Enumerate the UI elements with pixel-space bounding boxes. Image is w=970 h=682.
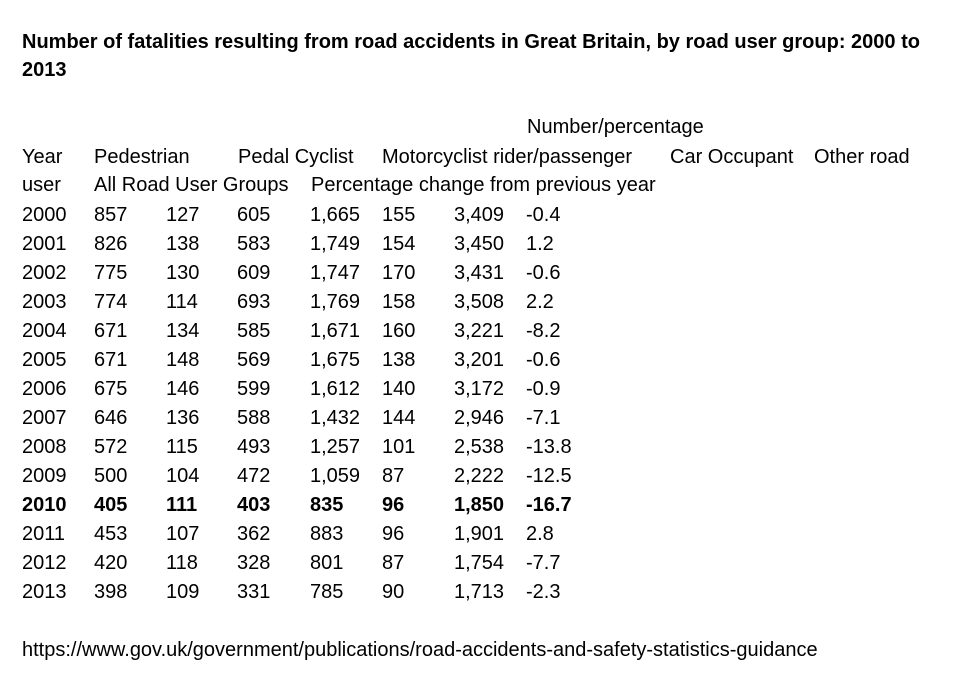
header-year: Year <box>22 146 63 168</box>
cell-year: 2012 <box>22 552 67 574</box>
cell-motorcyclist: 583 <box>237 233 271 255</box>
cell-car-occupant: 801 <box>310 552 344 574</box>
cell-pedal-cyclist: 127 <box>166 204 200 226</box>
cell-percentage-change: -7.1 <box>526 407 561 429</box>
cell-pedestrian: 420 <box>94 552 128 574</box>
cell-motorcyclist: 605 <box>237 204 271 226</box>
header-pedal-cyclist: Pedal Cyclist <box>238 146 354 168</box>
cell-other-road-user: 96 <box>382 494 405 516</box>
cell-all-road-users: 3,221 <box>454 320 505 342</box>
header-user: user <box>22 174 61 196</box>
cell-motorcyclist: 328 <box>237 552 271 574</box>
cell-pedal-cyclist: 111 <box>166 494 198 516</box>
cell-year: 2003 <box>22 291 67 313</box>
cell-all-road-users: 1,713 <box>454 581 505 603</box>
cell-other-road-user: 160 <box>382 320 416 342</box>
cell-car-occupant: 785 <box>310 581 344 603</box>
cell-year: 2008 <box>22 436 67 458</box>
cell-car-occupant: 1,432 <box>310 407 361 429</box>
source-url: https://www.gov.uk/government/publications/road-accidents-and-safety-statistics-guidance <box>22 639 818 661</box>
cell-motorcyclist: 599 <box>237 378 271 400</box>
cell-car-occupant: 1,671 <box>310 320 361 342</box>
header-all-road-user-groups: All Road User Groups <box>94 174 289 196</box>
cell-other-road-user: 140 <box>382 378 416 400</box>
cell-motorcyclist: 585 <box>237 320 271 342</box>
cell-year: 2007 <box>22 407 67 429</box>
cell-year: 2004 <box>22 320 67 342</box>
cell-motorcyclist: 493 <box>237 436 271 458</box>
cell-percentage-change: -16.7 <box>526 494 572 516</box>
cell-motorcyclist: 693 <box>237 291 271 313</box>
table-row <box>0 376 970 405</box>
cell-percentage-change: -7.7 <box>526 552 561 574</box>
cell-car-occupant: 835 <box>310 494 344 516</box>
cell-pedal-cyclist: 114 <box>166 291 198 313</box>
table-row <box>0 492 970 521</box>
cell-pedestrian: 572 <box>94 436 128 458</box>
cell-car-occupant: 1,665 <box>310 204 361 226</box>
cell-motorcyclist: 362 <box>237 523 271 545</box>
cell-year: 2011 <box>22 523 66 545</box>
cell-all-road-users: 3,409 <box>454 204 505 226</box>
cell-all-road-users: 1,754 <box>454 552 505 574</box>
cell-car-occupant: 1,059 <box>310 465 361 487</box>
cell-pedestrian: 671 <box>94 349 128 371</box>
table-row <box>0 202 970 231</box>
cell-pedestrian: 671 <box>94 320 128 342</box>
cell-pedal-cyclist: 136 <box>166 407 200 429</box>
cell-motorcyclist: 331 <box>237 581 271 603</box>
header-motorcyclist: Motorcyclist rider/passenger <box>382 146 633 168</box>
header-percentage-change: Percentage change from previous year <box>311 174 656 196</box>
cell-all-road-users: 1,901 <box>454 523 505 545</box>
table-row <box>0 260 970 289</box>
cell-pedestrian: 646 <box>94 407 128 429</box>
cell-car-occupant: 1,612 <box>310 378 361 400</box>
cell-pedal-cyclist: 115 <box>166 436 198 458</box>
cell-percentage-change: -12.5 <box>526 465 572 487</box>
cell-other-road-user: 96 <box>382 523 405 545</box>
header-pedestrian: Pedestrian <box>94 146 190 168</box>
cell-car-occupant: 1,769 <box>310 291 361 313</box>
cell-year: 2000 <box>22 204 67 226</box>
cell-pedestrian: 398 <box>94 581 128 603</box>
cell-year: 2001 <box>22 233 67 255</box>
cell-percentage-change: -2.3 <box>526 581 561 603</box>
cell-motorcyclist: 588 <box>237 407 271 429</box>
cell-motorcyclist: 403 <box>237 494 271 516</box>
cell-motorcyclist: 472 <box>237 465 271 487</box>
cell-pedal-cyclist: 134 <box>166 320 200 342</box>
cell-year: 2009 <box>22 465 67 487</box>
cell-year: 2002 <box>22 262 67 284</box>
cell-other-road-user: 170 <box>382 262 416 284</box>
cell-pedestrian: 500 <box>94 465 128 487</box>
cell-pedal-cyclist: 148 <box>166 349 200 371</box>
header-other-road: Other road <box>814 146 910 168</box>
cell-pedal-cyclist: 118 <box>166 552 198 574</box>
cell-year: 2013 <box>22 581 67 603</box>
cell-year: 2010 <box>22 494 67 516</box>
table-row <box>0 318 970 347</box>
cell-other-road-user: 138 <box>382 349 416 371</box>
cell-other-road-user: 158 <box>382 291 416 313</box>
table-row <box>0 521 970 550</box>
table-row <box>0 347 970 376</box>
cell-all-road-users: 1,850 <box>454 494 505 516</box>
cell-year: 2006 <box>22 378 67 400</box>
cell-all-road-users: 3,201 <box>454 349 505 371</box>
cell-pedestrian: 675 <box>94 378 128 400</box>
cell-percentage-change: 2.2 <box>526 291 554 313</box>
cell-other-road-user: 144 <box>382 407 416 429</box>
cell-other-road-user: 87 <box>382 552 405 574</box>
cell-percentage-change: 1.2 <box>526 233 554 255</box>
cell-percentage-change: 2.8 <box>526 523 554 545</box>
table-row <box>0 405 970 434</box>
cell-percentage-change: -0.6 <box>526 349 561 371</box>
unit-label: Number/percentage <box>527 116 704 138</box>
cell-pedal-cyclist: 146 <box>166 378 200 400</box>
table-row <box>0 550 970 579</box>
cell-car-occupant: 1,749 <box>310 233 361 255</box>
cell-pedestrian: 857 <box>94 204 128 226</box>
cell-all-road-users: 3,508 <box>454 291 505 313</box>
cell-motorcyclist: 569 <box>237 349 271 371</box>
table-row <box>0 434 970 463</box>
cell-all-road-users: 2,538 <box>454 436 505 458</box>
cell-percentage-change: -13.8 <box>526 436 572 458</box>
table-title: Number of fatalities resulting from road accidents in Great Britain, by road user group: 2000 to 2013 <box>22 31 920 81</box>
cell-car-occupant: 883 <box>310 523 344 545</box>
cell-car-occupant: 1,675 <box>310 349 361 371</box>
cell-pedestrian: 774 <box>94 291 128 313</box>
data-table-body <box>0 202 970 608</box>
cell-motorcyclist: 609 <box>237 262 271 284</box>
cell-all-road-users: 3,450 <box>454 233 505 255</box>
cell-other-road-user: 90 <box>382 581 405 603</box>
cell-percentage-change: -8.2 <box>526 320 561 342</box>
cell-year: 2005 <box>22 349 67 371</box>
table-row <box>0 579 970 608</box>
cell-pedestrian: 826 <box>94 233 128 255</box>
cell-percentage-change: -0.6 <box>526 262 561 284</box>
cell-other-road-user: 155 <box>382 204 416 226</box>
cell-pedal-cyclist: 138 <box>166 233 200 255</box>
cell-pedal-cyclist: 104 <box>166 465 200 487</box>
table-row <box>0 231 970 260</box>
cell-pedal-cyclist: 107 <box>166 523 200 545</box>
cell-other-road-user: 87 <box>382 465 405 487</box>
cell-pedestrian: 453 <box>94 523 128 545</box>
cell-car-occupant: 1,747 <box>310 262 361 284</box>
cell-other-road-user: 154 <box>382 233 416 255</box>
cell-pedal-cyclist: 109 <box>166 581 200 603</box>
cell-other-road-user: 101 <box>382 436 416 458</box>
cell-all-road-users: 3,431 <box>454 262 505 284</box>
cell-car-occupant: 1,257 <box>310 436 361 458</box>
cell-pedal-cyclist: 130 <box>166 262 200 284</box>
table-row <box>0 463 970 492</box>
header-car-occupant: Car Occupant <box>670 146 794 168</box>
cell-percentage-change: -0.4 <box>526 204 561 226</box>
cell-all-road-users: 3,172 <box>454 378 505 400</box>
cell-percentage-change: -0.9 <box>526 378 561 400</box>
cell-pedestrian: 775 <box>94 262 128 284</box>
cell-pedestrian: 405 <box>94 494 128 516</box>
cell-all-road-users: 2,946 <box>454 407 505 429</box>
table-row <box>0 289 970 318</box>
cell-all-road-users: 2,222 <box>454 465 505 487</box>
